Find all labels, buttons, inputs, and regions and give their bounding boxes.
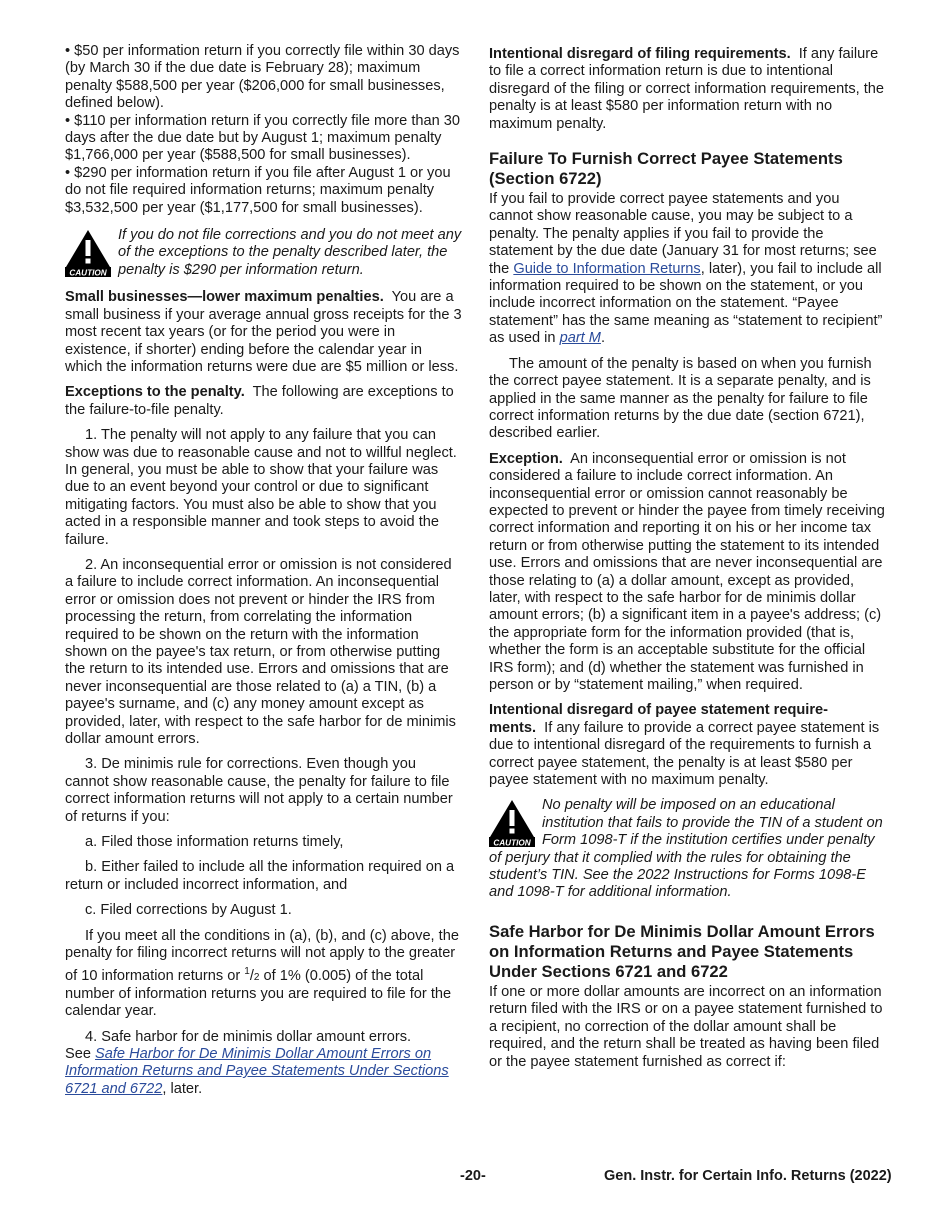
exception-item-4: 4. Safe harbor for de minimis dollar amount errors. [85, 1028, 412, 1045]
penalty-bullet: • $290 per information return if you file after August 1 or you do not file required information returns; maximum penalty $3,532,500 per year ($1,177,500 for small businesses). [65, 164, 451, 216]
small-business-paragraph: Small businesses—lower maximum penalties. You are a small business if your average annual gross receipts for the 3 most recent tax years (or for the period you were in existence, if shorter) ending before the calendar year in which the information returns were due are $5 million or less. [65, 289, 462, 375]
caution-note-1098t [489, 797, 886, 901]
payee-statement-paragraph: If you fail to provide correct payee statements and you cannot show reasonable cause, you may be subject to a penalty. The penalty applies if you fail to provide the statement by the due date (January 31 for most returns; see the Guide to Information Returns, later), you fail to include all information required to be shown on the statement, or you include incorrect information on the statement. “Payee statement” has the same meaning as “statement to recipient” as used in part M. [489, 191, 883, 347]
penalty-bullet: • $110 per information return if you correctly file more than 30 days after the due date but by August 1; maximum penalty $1,766,000 per year ($588,500 for small businesses). [65, 112, 461, 164]
exception-item-1: 1. The penalty will not apply to any failure that you can show was due to reasonable cause and not to willful neglect. In general, you must be able to show that your failure was due to an event beyond your control or due to significant mitigating factors. You must also be able to show that you acted in a responsible manner and took steps to avoid the failure. [65, 427, 457, 548]
caution-icon [65, 229, 111, 277]
left-column [65, 43, 462, 1098]
intentional-filing-paragraph: Intentional disregard of filing requirements. If any failure to file a correct information return is due to intentional disregard of the filing or correct information requirements, the penalty is at least $580 per information return with no maximum penalty. [489, 46, 885, 132]
small-business-heading: Small businesses—lower maximum penalties. [65, 289, 384, 306]
caution-text: If you do not file corrections and you do not meet any of the exceptions to the penalty described later, the penalty is $290 per information return. [118, 227, 462, 278]
intentional-payee-heading: Intentional disregard of payee statement require- ments. [489, 702, 828, 736]
intentional-payee-paragraph: Intentional disregard of payee statement require- ments. If any failure to provide a correct payee statement is due to intentional disregard of the requirements to furnish a correct payee statement, the penalty is at least $580 per payee statement with no maximum penalty. [489, 702, 880, 789]
sub-item-a: a. Filed those information returns timely, [85, 834, 344, 851]
section-6722-heading: Failure To Furnish Correct Payee Statements (Section 6722) [489, 149, 843, 189]
sub-item-c: c. Filed corrections by August 1. [85, 902, 292, 919]
safe-harbor-reference: See Safe Harbor for De Minimis Dollar Amount Errors on Information Returns and Payee Statements Under Sections 6721 and 6722, later. [65, 1045, 449, 1097]
caution-label: CAUTION [493, 838, 531, 848]
penalty-amount-paragraph: The amount of the penalty is based on when you furnish the correct payee statement. It is a separate penalty, and is applied in the same manner as the penalty for failure to file correct information returns by the due date (section 6721), described earlier. [489, 355, 872, 442]
exceptions-paragraph: Exceptions to the penalty. The following are exceptions to the failure-to-file penalty. [65, 384, 454, 418]
guide-link[interactable]: Guide to Information Returns [513, 260, 701, 277]
exceptions-heading: Exceptions to the penalty. [65, 384, 245, 401]
caution-text: No penalty will be imposed on an educational institution that fails to provide the TIN of a student on Form 1098-T if the institution certifies under penalty of perjury that it complied with the rules for obtaining the student’s TIN. See the 2022 Instructions for Forms 1098-E and 1098-T for additional information. [489, 797, 883, 901]
caution-icon [489, 799, 535, 847]
safe-harbor-link[interactable]: Safe Harbor for De Minimis Dollar Amount Errors on Information Returns and Payee Statements Under Sections 6721 and 6722 [65, 1045, 449, 1097]
caution-label: CAUTION [69, 268, 107, 278]
exception-paragraph: Exception. An inconsequential error or omission is not considered a failure to include correct information. An inconsequential error or omission cannot reasonably be expected to prevent or hinder the payee from timely receiving correct information and reporting it on his or her income tax return or from otherwise putting the statement to its intended use. Errors and omissions that are never inconsequential are those relating to (a) a dollar amount, except as provided, later, with respect to the safe harbor for de minimis dollar amount errors; (b) a significant item in a payee's address; (c) the appropriate form for the information provided (that is, whether the form is an acceptable substitute for the official IRS form); and (d) whether the statement was furnished in person or by “statement mailing,” when required. [489, 450, 885, 693]
caution-note [65, 227, 462, 279]
page-number: -20- [460, 1168, 486, 1184]
penalty-bullet: • $50 per information return if you correctly file within 30 days (by March 30 if the due date is February 28); maximum penalty $588,500 per year ($206,000 for small businesses, defined below). [65, 43, 460, 112]
safe-harbor-paragraph: If one or more dollar amounts are incorrect on an information return filed with the IRS or on a payee statement furnished to a recipient, no correction of the dollar amount shall be required, and the return shall be treated as having been filed or the payee statement furnished as correct if: [489, 983, 883, 1070]
intentional-filing-heading: Intentional disregard of filing requirements. [489, 46, 791, 62]
safe-harbor-heading: Safe Harbor for De Minimis Dollar Amount Errors on Information Returns and Payee Statements Under Sections 6721 and 6722 [489, 921, 875, 981]
exception-item-2: 2. An inconsequential error or omission is not considered a failure to include correct information. An inconsequential error or omission does not prevent or hinder the IRS from processing the return, from correlating the information required to be shown on the return with the information shown on the payee's tax return, or from otherwise putting the return to its intended use. Errors and omissions that are never inconsequential are those related to (a) a TIN, (b) a payee's surname, and (c) any money amount except as provided, later, with respect to the safe harbor for de minimis dollar amount errors. [65, 556, 456, 748]
right-column [489, 43, 886, 1071]
document-title: Gen. Instr. for Certain Info. Returns (2022) [604, 1168, 892, 1184]
exception-heading: Exception. [489, 450, 563, 467]
sub-item-b: b. Either failed to include all the information required on a return or included incorrect information, and [65, 859, 455, 893]
conditions-paragraph: If you meet all the conditions in (a), (b), and (c) above, the penalty for filing incorrect returns will not apply to the greater of 10 information returns or $^1$/2 of 1% (0.005) of the total number of information returns you are required to file for the calendar year. [65, 927, 459, 1020]
exception-item-3: 3. De minimis rule for corrections. Even though you cannot show reasonable cause, the penalty for failure to file correct information returns will not apply to a certain number of returns if you: [65, 756, 453, 825]
part-m-link[interactable]: part M [559, 330, 601, 347]
